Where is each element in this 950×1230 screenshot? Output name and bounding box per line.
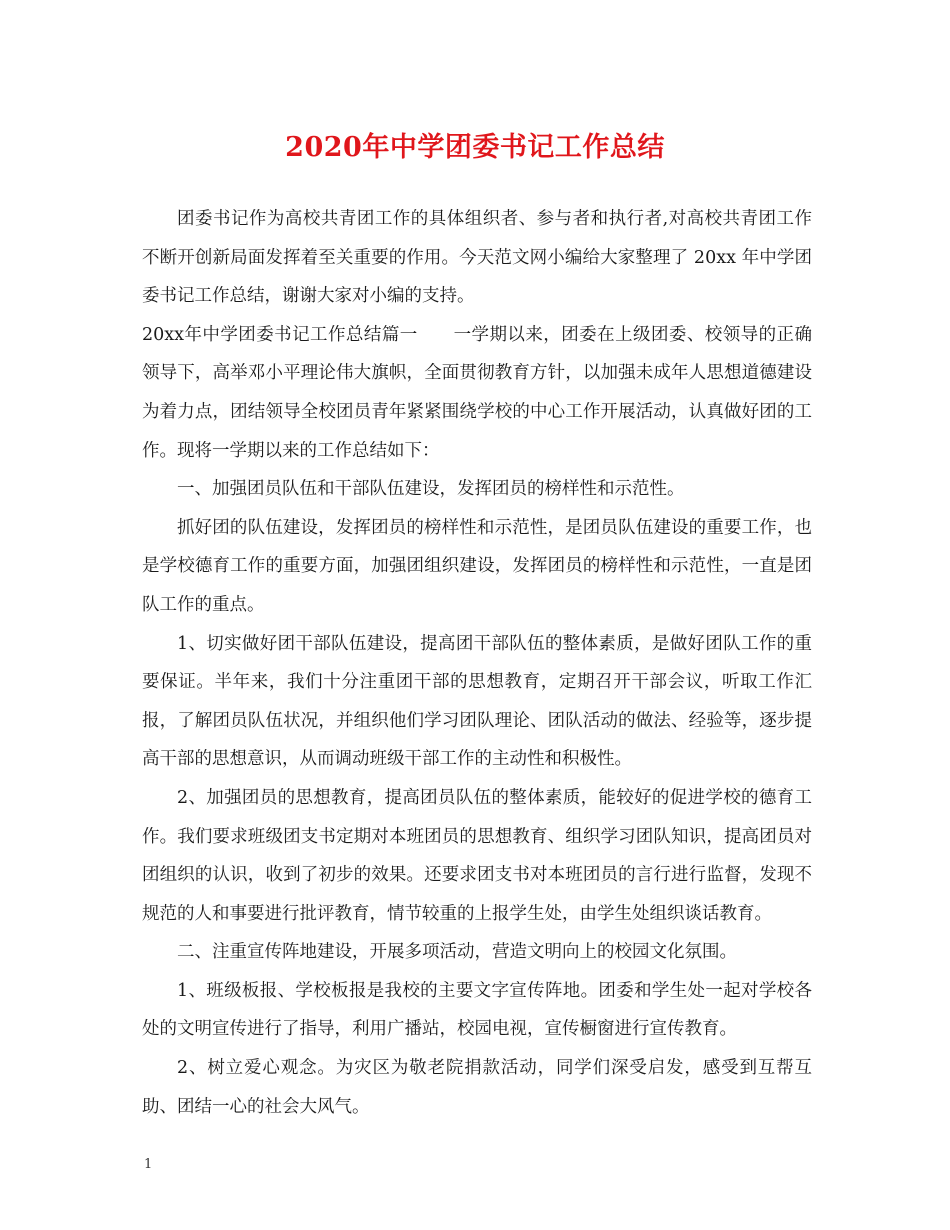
page-title: 2020年中学团委书记工作总结 [285, 132, 665, 163]
paragraph-intro: 团委书记作为高校共青团工作的具体组织者、参与者和执行者,对高校共青团工作不断开创新局面发挥着至关重要的作用。今天范文网小编给大家整理了 20xx 年中学团委书记工作总结，谢谢大家对小编的支持。 [142, 209, 812, 307]
document-body [142, 200, 812, 1126]
page-number: 1 [144, 1157, 153, 1172]
paragraph-item-1-cadres: 1、切实做好团干部队伍建设，提高团干部队伍的整体素质，是做好团队工作的重要保证。半年来，我们十分注重团干部的思想教育，定期召开干部会议，听取工作汇报，了解团员队伍状况，并组织他们学习团队理论、团队活动的做法、经验等，逐步提高干部的思想意识，从而调动班级干部工作的主动性和积极性。 [142, 633, 812, 770]
heading-section-one: 一、加强团员队伍和干部队伍建设，发挥团员的榜样性和示范性。 [177, 479, 685, 500]
paragraph-item-1-blackboard: 1、班级板报、学校板报是我校的主要文字宣传阵地。团委和学生处一起对学校各处的文明宣传进行了指导，利用广播站，校园电视，宣传橱窗进行宣传教育。 [142, 980, 812, 1040]
paragraph-team-building: 抓好团的队伍建设，发挥团员的榜样性和示范性，是团员队伍建设的重要工作，也是学校德育工作的重要方面，加强团组织建设，发挥团员的榜样性和示范性，一直是团队工作的重点。 [142, 517, 812, 615]
paragraph-item-2-charity: 2、树立爱心观念。为灾区为敬老院捐款活动，同学们深受启发，感受到互帮互助、团结一心的社会大风气。 [142, 1058, 812, 1117]
paragraph-item-2-education: 2、加强团员的思想教育，提高团员队伍的整体素质，能较好的促进学校的德育工作。我们要求班级团支书定期对本班团员的思想教育、组织学习团队知识，提高团员对团组织的认识，收到了初步的效果。还要求团支书对本班团员的言行进行监督，发现不规范的人和事要进行批评教育，情节较重的上报学生处，由学生处组织谈话教育。 [142, 787, 812, 924]
paragraph-section-intro: 20xx年中学团委书记工作总结篇一 一学期以来，团委在上级团委、校领导的正确领导下，高举邓小平理论伟大旗帜，全面贯彻教育方针，以加强未成年人思想道德建设为着力点，团结领导全校团员青年紧紧围绕学校的中心工作开展活动，认真做好团的工作。现将一学期以来的工作总结如下： [142, 324, 812, 461]
heading-section-two: 二、注重宣传阵地建设，开展多项活动，营造文明向上的校园文化氛围。 [177, 942, 737, 963]
